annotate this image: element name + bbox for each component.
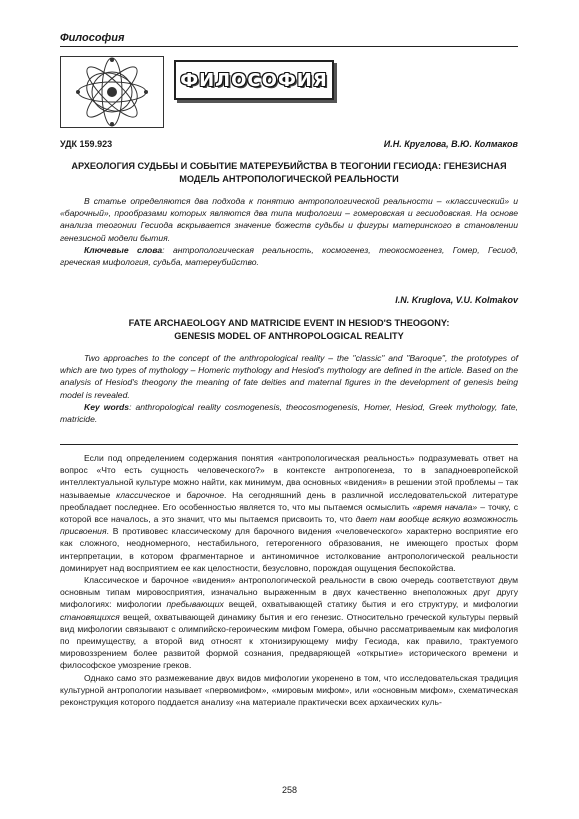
keywords-en-label: Key words: [84, 401, 130, 412]
title-en: [60, 317, 518, 342]
body-emphasis: «время начала»: [412, 501, 478, 512]
body-text: – точку, с которой все началось, а это значит, что мы пытаемся присвоить то, что: [60, 501, 518, 525]
keywords-ru: [60, 244, 518, 268]
body-text: и: [170, 489, 187, 500]
title-en-line1: FATE ARCHAEOLOGY AND MATRICIDE EVENT IN HESIOD'S THEOGONY:: [128, 318, 450, 328]
body-emphasis: классическое: [116, 489, 171, 500]
authors-ru: И.Н. Круглова, В.Ю. Колмаков: [383, 139, 518, 149]
body-text: вещей, охватывающей статику бытия и его структуру, и мифологии: [223, 599, 518, 610]
keywords-en: [60, 401, 518, 425]
article-body: [60, 452, 518, 708]
title-ru: [60, 160, 518, 185]
section-banner-label: ФИЛОСОФИЯ: [180, 69, 328, 91]
abstract-ru-text: В статье определяются два подхода к понятию антропологической реальности – «классический» и «барочный», прообразами которых являются два типа мифологии – гомеровская и гесиодовская. На основе анализа теогонии Гесиода вскрывается значение божеств судьбы и фигуры материнского в становлении генезисной модели бытия.: [60, 196, 518, 243]
body-emphasis: барочное: [186, 489, 224, 500]
body-paragraph-2: [60, 574, 518, 672]
body-text: Если под определением содержания понятия «антропологическая реальность» подразумевать ответ на вопрос «Что есть сущность человеческого?» в контексте антропогенеза, то в западноевропейской интеллектуальной культуре можно найти, как минимум, два основных «видения» в решении этой проблемы – так называемые: [60, 453, 518, 500]
keywords-ru-label: Ключевые слова: [84, 244, 163, 255]
abstract-en: [60, 352, 518, 425]
body-paragraph-3: Однако само это размежевание двух видов мифологии укоренено в том, что исследовательская традиция культурной антропологии называет «первомифом», «мировым мифом», или «основным мифом», схематическая реконструкция которого поддается анализу «на материале практически всех архаических куль-: [60, 672, 518, 708]
udk-code: УДК 159.923: [60, 139, 113, 149]
title-en-line2: GENESIS MODEL OF ANTHROPOLOGICAL REALITY: [174, 330, 404, 341]
body-text: . На сегодняшний день в различной исследовательской литературе преобладает последнее. Его особенностью является то, что мы пытаемся осмыслить: [60, 489, 519, 512]
body-paragraph-1: [60, 452, 518, 574]
keywords-ru-text: : антропологическая реальность, космогенез, теокосмогенез, Гомер, Гесиод, греческая мифология, судьба, матереубийство.: [60, 244, 518, 268]
body-emphasis: дает нам вообще всякую возможность присвоения: [60, 514, 518, 537]
body-divider: [60, 444, 518, 445]
abstract-en-text: Two approaches to the concept of the anthropological reality – the "classic" and "Baroque", the prototypes of which are two types of mythology – Homeric mythology and Hesiod's mythology are defined in the article. Based on the analysis of Hesiod's theogony the meaning of fate deities and maternal figures in the development of genesis being model is revealed.: [60, 353, 518, 400]
atom-orbits-icon: [61, 57, 163, 127]
abstract-ru: [60, 195, 518, 268]
body-emphasis: пребывающих: [166, 599, 224, 610]
body-emphasis: становящихся: [60, 611, 120, 622]
running-head: Философия: [60, 32, 125, 44]
authors-en: I.N. Kruglova, V.U. Kolmakov: [395, 295, 518, 305]
body-text: Классическое и барочное «видения» антропологической реальности в свою очередь соответствуют двум основным типам мировосприятия, изначально выраженным в двух качественно внеположных друг другу мифологиях: мифологии: [60, 575, 518, 610]
body-text: вещей, охватывающей динамику бытия и его генезис. Относительно греческой культуры первый вид мифологии связывают с олимпийско-героическим мифом Гомера, обычно рассматриваемым как мифология по преимуществу, а второй вид относят к хтонизирующему мифу Гесиода, как правило, трактуемого мировоззрением более развитой формой сознания, предваряющей «открытие» исторического времени и философское умозрение греков.: [60, 611, 518, 671]
title-ru-line1: АРХЕОЛОГИЯ СУДЬБЫ И СОБЫТИЕ МАТЕРЕУБИЙСТВА В ТЕОГОНИИ ГЕСИОДА: ГЕНЕЗИСНАЯ: [71, 161, 507, 171]
body-text: . В противовес классическому для барочного видения «человеческого» характерно восприятие его как сложного, неодномерного, нестабильного, гетерогенного образования, не имеющего простых форм интерпретации, в котором фрагментарное и антиномичное истолкование антропологической реальности доминирует над восприятием ее как целостности, безусловно, порождая ощущения беспокойства.: [60, 526, 518, 573]
section-banner: [174, 60, 334, 100]
page-number: 258: [281, 785, 298, 795]
journal-logo: [60, 56, 164, 128]
title-ru-line2: МОДЕЛЬ АНТРОПОЛОГИЧЕСКОЙ РЕАЛЬНОСТИ: [179, 173, 399, 184]
keywords-en-text: : anthropological reality cosmogenesis, theocosmogenesis, Homer, Hesiod, Greek mythology, fate, matricide.: [60, 401, 518, 425]
header-divider: [60, 46, 518, 47]
